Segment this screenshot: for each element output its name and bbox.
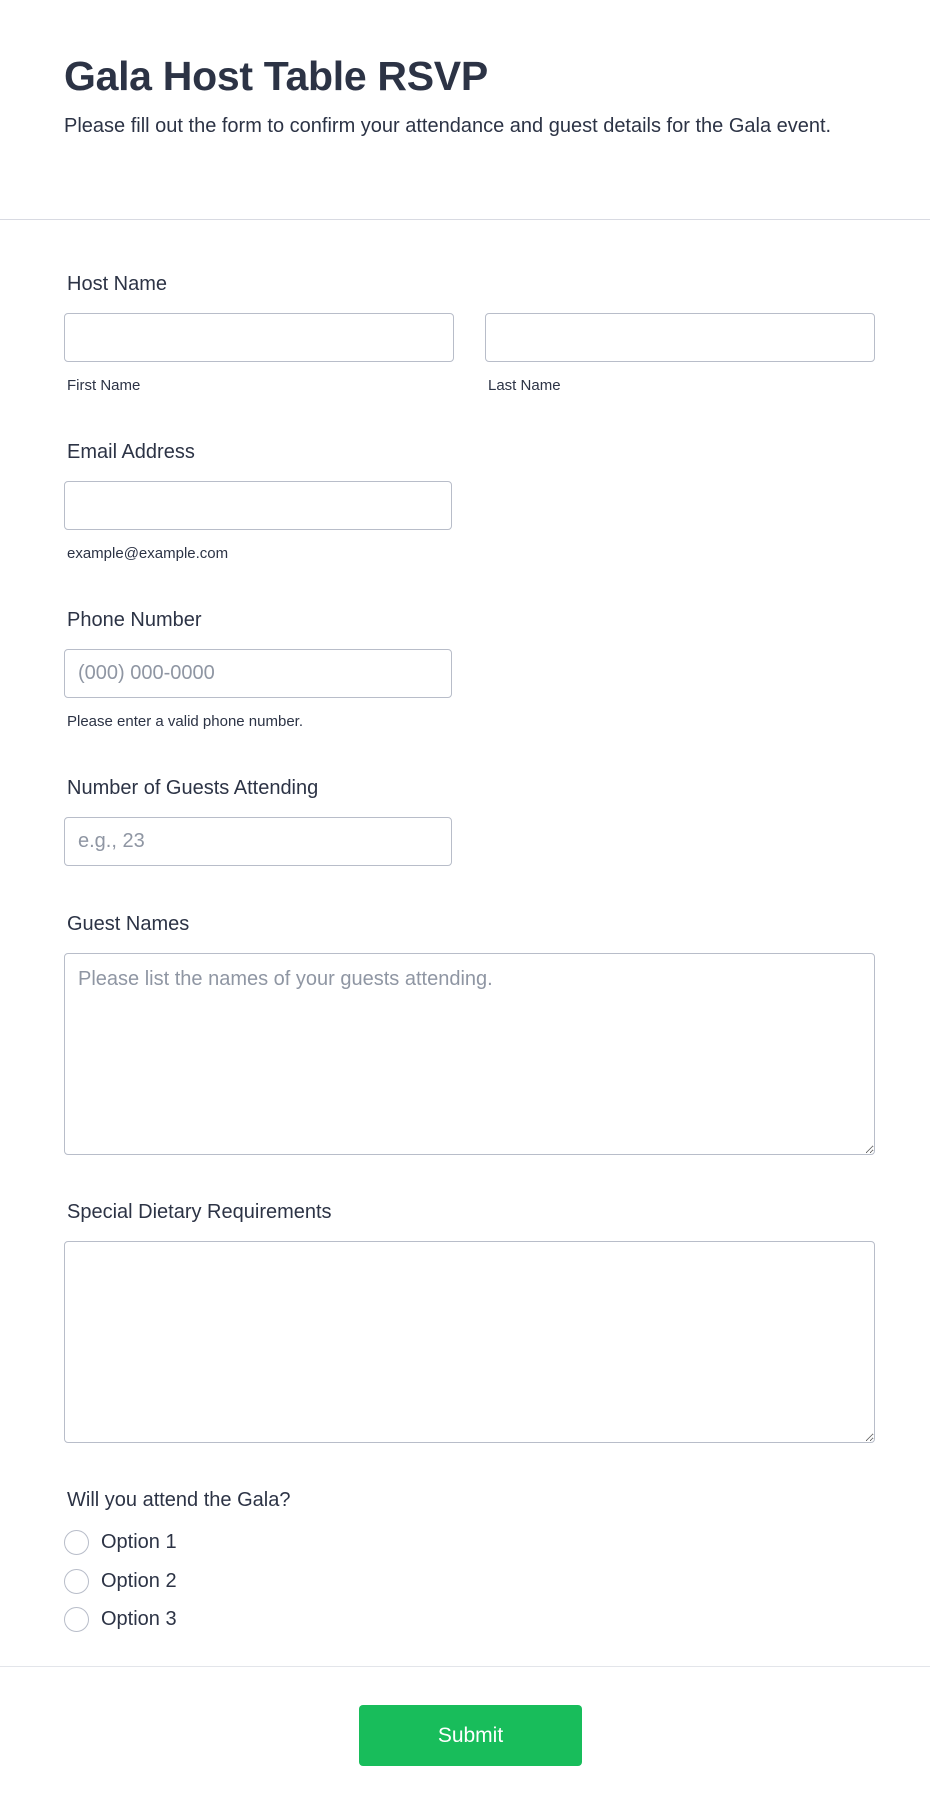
attend-option-2[interactable] xyxy=(64,1568,177,1594)
attend-option-3[interactable] xyxy=(64,1606,177,1632)
last-name-input[interactable] xyxy=(485,313,875,362)
guests-count-label: Number of Guests Attending xyxy=(67,777,319,799)
guest-names-label: Guest Names xyxy=(67,913,190,935)
email-label: Email Address xyxy=(67,441,195,463)
email-input[interactable] xyxy=(64,481,452,530)
form-footer xyxy=(0,1666,930,1814)
radio-option-label: Option 3 xyxy=(101,1607,177,1630)
host-name-label: Host Name xyxy=(67,273,168,295)
dietary-textarea[interactable] xyxy=(64,1241,875,1443)
phone-sublabel: Please enter a valid phone number. xyxy=(67,713,303,730)
radio-option-label: Option 1 xyxy=(101,1530,177,1553)
first-name-input[interactable] xyxy=(64,313,454,362)
radio-button[interactable] xyxy=(64,1607,89,1632)
email-sublabel: example@example.com xyxy=(67,545,229,562)
radio-button[interactable] xyxy=(64,1530,89,1555)
guest-names-textarea[interactable] xyxy=(64,953,875,1155)
phone-input[interactable] xyxy=(64,649,452,698)
radio-option-label: Option 2 xyxy=(101,1569,177,1592)
attend-option-1[interactable] xyxy=(64,1529,177,1555)
radio-button[interactable] xyxy=(64,1569,89,1594)
last-name-sublabel: Last Name xyxy=(488,377,561,394)
phone-label: Phone Number xyxy=(67,609,202,631)
form-title: Gala Host Table RSVP xyxy=(64,53,488,99)
first-name-sublabel: First Name xyxy=(67,377,141,394)
submit-button[interactable]: Submit xyxy=(359,1705,582,1766)
attend-label: Will you attend the Gala? xyxy=(67,1489,291,1511)
guests-count-input[interactable] xyxy=(64,817,452,866)
dietary-label: Special Dietary Requirements xyxy=(67,1201,332,1223)
form-description: Please fill out the form to confirm your attendance and guest details for the Gala event. xyxy=(64,115,832,137)
form-header xyxy=(0,0,930,220)
